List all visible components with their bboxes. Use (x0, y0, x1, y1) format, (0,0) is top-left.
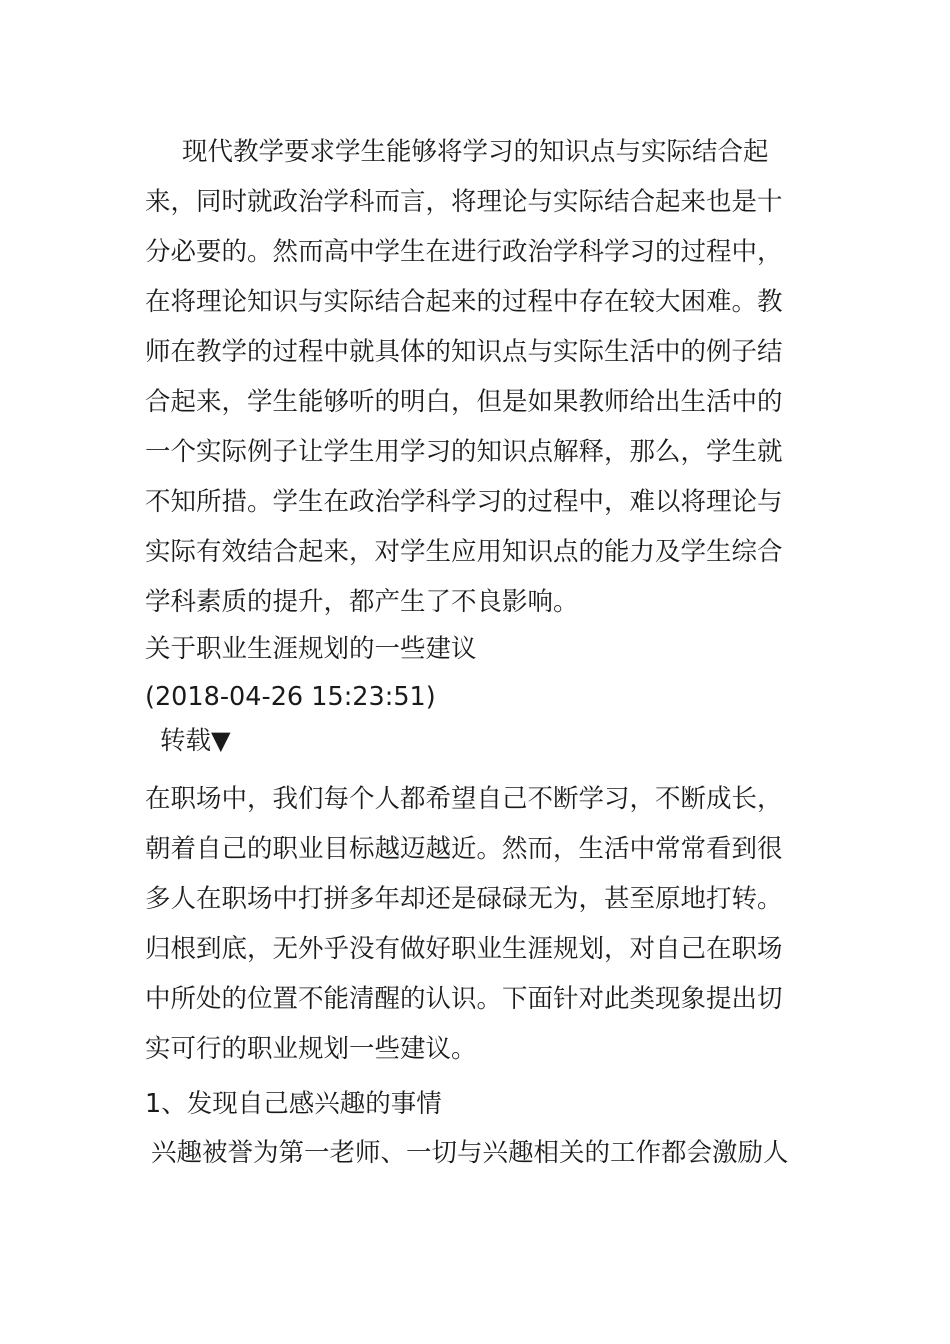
post-date: (2018-04-26 15:23:51) (145, 682, 436, 712)
body-paragraph: 在职场中，我们每个人都希望自己不断学习，不断成长，朝着自己的职业目标越迈越近。然而，生活中常常看到很多人在职场中打拼多年却还是碌碌无为，甚至原地打转。归根到底，无外乎没有做好职业生涯规划，对自己在职场中所处的位置不能清醒的认识。下面针对此类现象提出切实可行的职业规划一些建议。 (145, 784, 783, 1064)
post-title[interactable]: 关于职业生涯规划的一些建议 (145, 634, 477, 664)
intro-paragraph: 现代教学要求学生能够将学习的知识点与实际结合起来，同时就政治学科而言，将理论与实际结合起来也是十分必要的。然而高中学生在进行政治学科学习的过程中，在将理论知识与实际结合起来的过程中存在较大困难。教师在教学的过程中就具体的知识点与实际生活中的例子结合起来，学生能够听的明白，但是如果教师给出生活中的一个实际例子让学生用学习的知识点解释，那么，学生就不知所措。学生在政治学科学习的过程中，难以将理论与实际有效结合起来，对学生应用知识点的能力及学生综合学科素质的提升，都产生了不良影响。 (145, 137, 783, 617)
section-paragraph: 兴趣被誉为第一老师、一切与兴趣相关的工作都会激励人 (151, 1138, 789, 1168)
section-heading: 1、发现自己感兴趣的事情 (145, 1089, 442, 1119)
repost-dropdown[interactable]: 转载▼ (160, 726, 231, 756)
